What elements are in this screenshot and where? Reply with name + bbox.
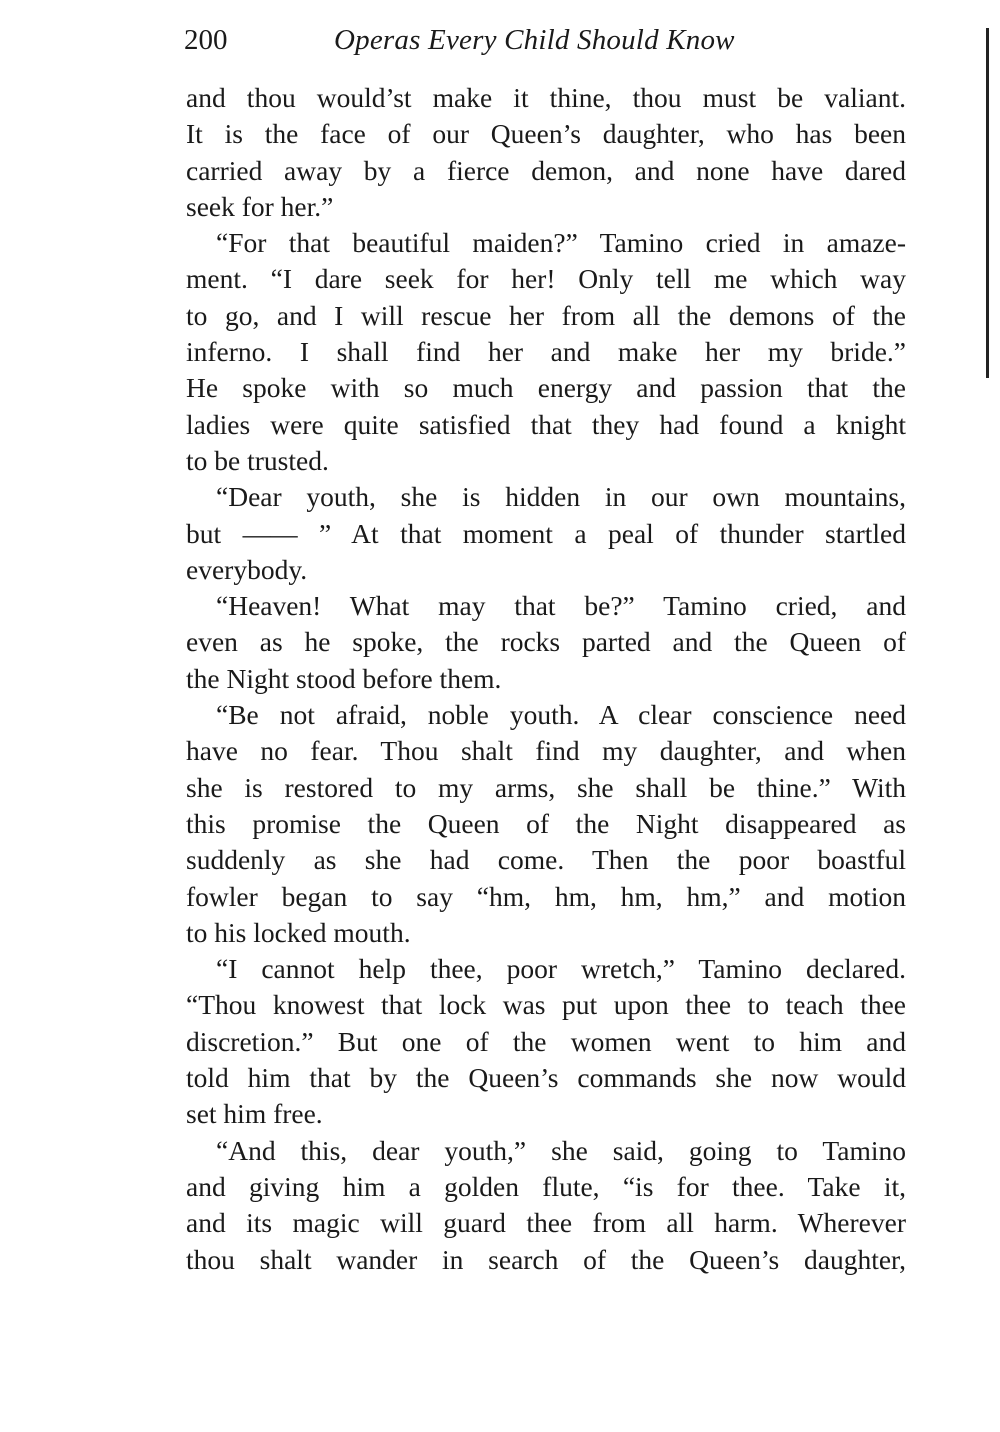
text-line: and giving him a golden flute, “is for thee. Take it, — [186, 1170, 906, 1202]
text-line: even as he spoke, the rocks parted and the Queen of — [186, 626, 906, 658]
text-line: “I cannot help thee, poor wretch,” Tamino declared. — [216, 953, 906, 985]
text-line: this promise the Queen of the Night disappeared as — [186, 807, 906, 839]
text-line: He spoke with so much energy and passion that the — [186, 372, 906, 404]
text-line: she is restored to my arms, she shall be thine.” With — [186, 771, 906, 803]
text-line: “And this, dear youth,” she said, going to Tamino — [216, 1134, 906, 1166]
body-text — [186, 80, 906, 1278]
text-line: “For that beautiful maiden?” Tamino cried in amaze- — [216, 227, 906, 259]
text-line: to be trusted. — [186, 444, 329, 476]
text-line: and its magic will guard thee from all harm. Wherever — [186, 1207, 906, 1239]
text-line: thou shalt wander in search of the Queen’s daughter, — [186, 1243, 906, 1275]
page-number: 200 — [184, 24, 228, 56]
text-line: but —— ” At that moment a peal of thunder startled — [186, 517, 906, 549]
text-line: carried away by a fierce demon, and none have dared — [186, 154, 906, 186]
running-title: Operas Every Child Should Know — [334, 24, 735, 56]
text-line: suddenly as she had come. Then the poor boastful — [186, 844, 906, 876]
text-line: “Dear youth, she is hidden in our own mountains, — [216, 481, 906, 513]
text-line: It is the face of our Queen’s daughter, who has been — [186, 118, 906, 150]
text-line: inferno. I shall find her and make her my bride.” — [186, 336, 906, 368]
text-line: to go, and I will rescue her from all the demons of the — [186, 299, 906, 331]
text-line: fowler began to say “hm, hm, hm, hm,” and motion — [186, 880, 906, 912]
text-line: seek for her.” — [186, 190, 334, 222]
text-line: set him free. — [186, 1098, 323, 1130]
text-line: “Thou knowest that lock was put upon thee to teach thee — [186, 989, 906, 1021]
text-line: to his locked mouth. — [186, 916, 411, 948]
text-line: ment. “I dare seek for her! Only tell me which way — [186, 263, 906, 295]
text-line: everybody. — [186, 553, 308, 585]
page-edge-line — [986, 28, 989, 378]
text-line: “Heaven! What may that be?” Tamino cried, and — [216, 590, 906, 622]
text-line: and thou would’st make it thine, thou must be valiant. — [186, 82, 906, 113]
text-line: discretion.” But one of the women went to him and — [186, 1025, 906, 1057]
text-line: told him that by the Queen’s commands she now would — [186, 1062, 906, 1094]
text-line: the Night stood before them. — [186, 662, 502, 694]
text-line: have no fear. Thou shalt find my daughter, and when — [186, 735, 906, 767]
text-line: ladies were quite satisfied that they had found a knight — [186, 408, 906, 440]
text-line: “Be not afraid, noble youth. A clear conscience need — [216, 699, 906, 731]
